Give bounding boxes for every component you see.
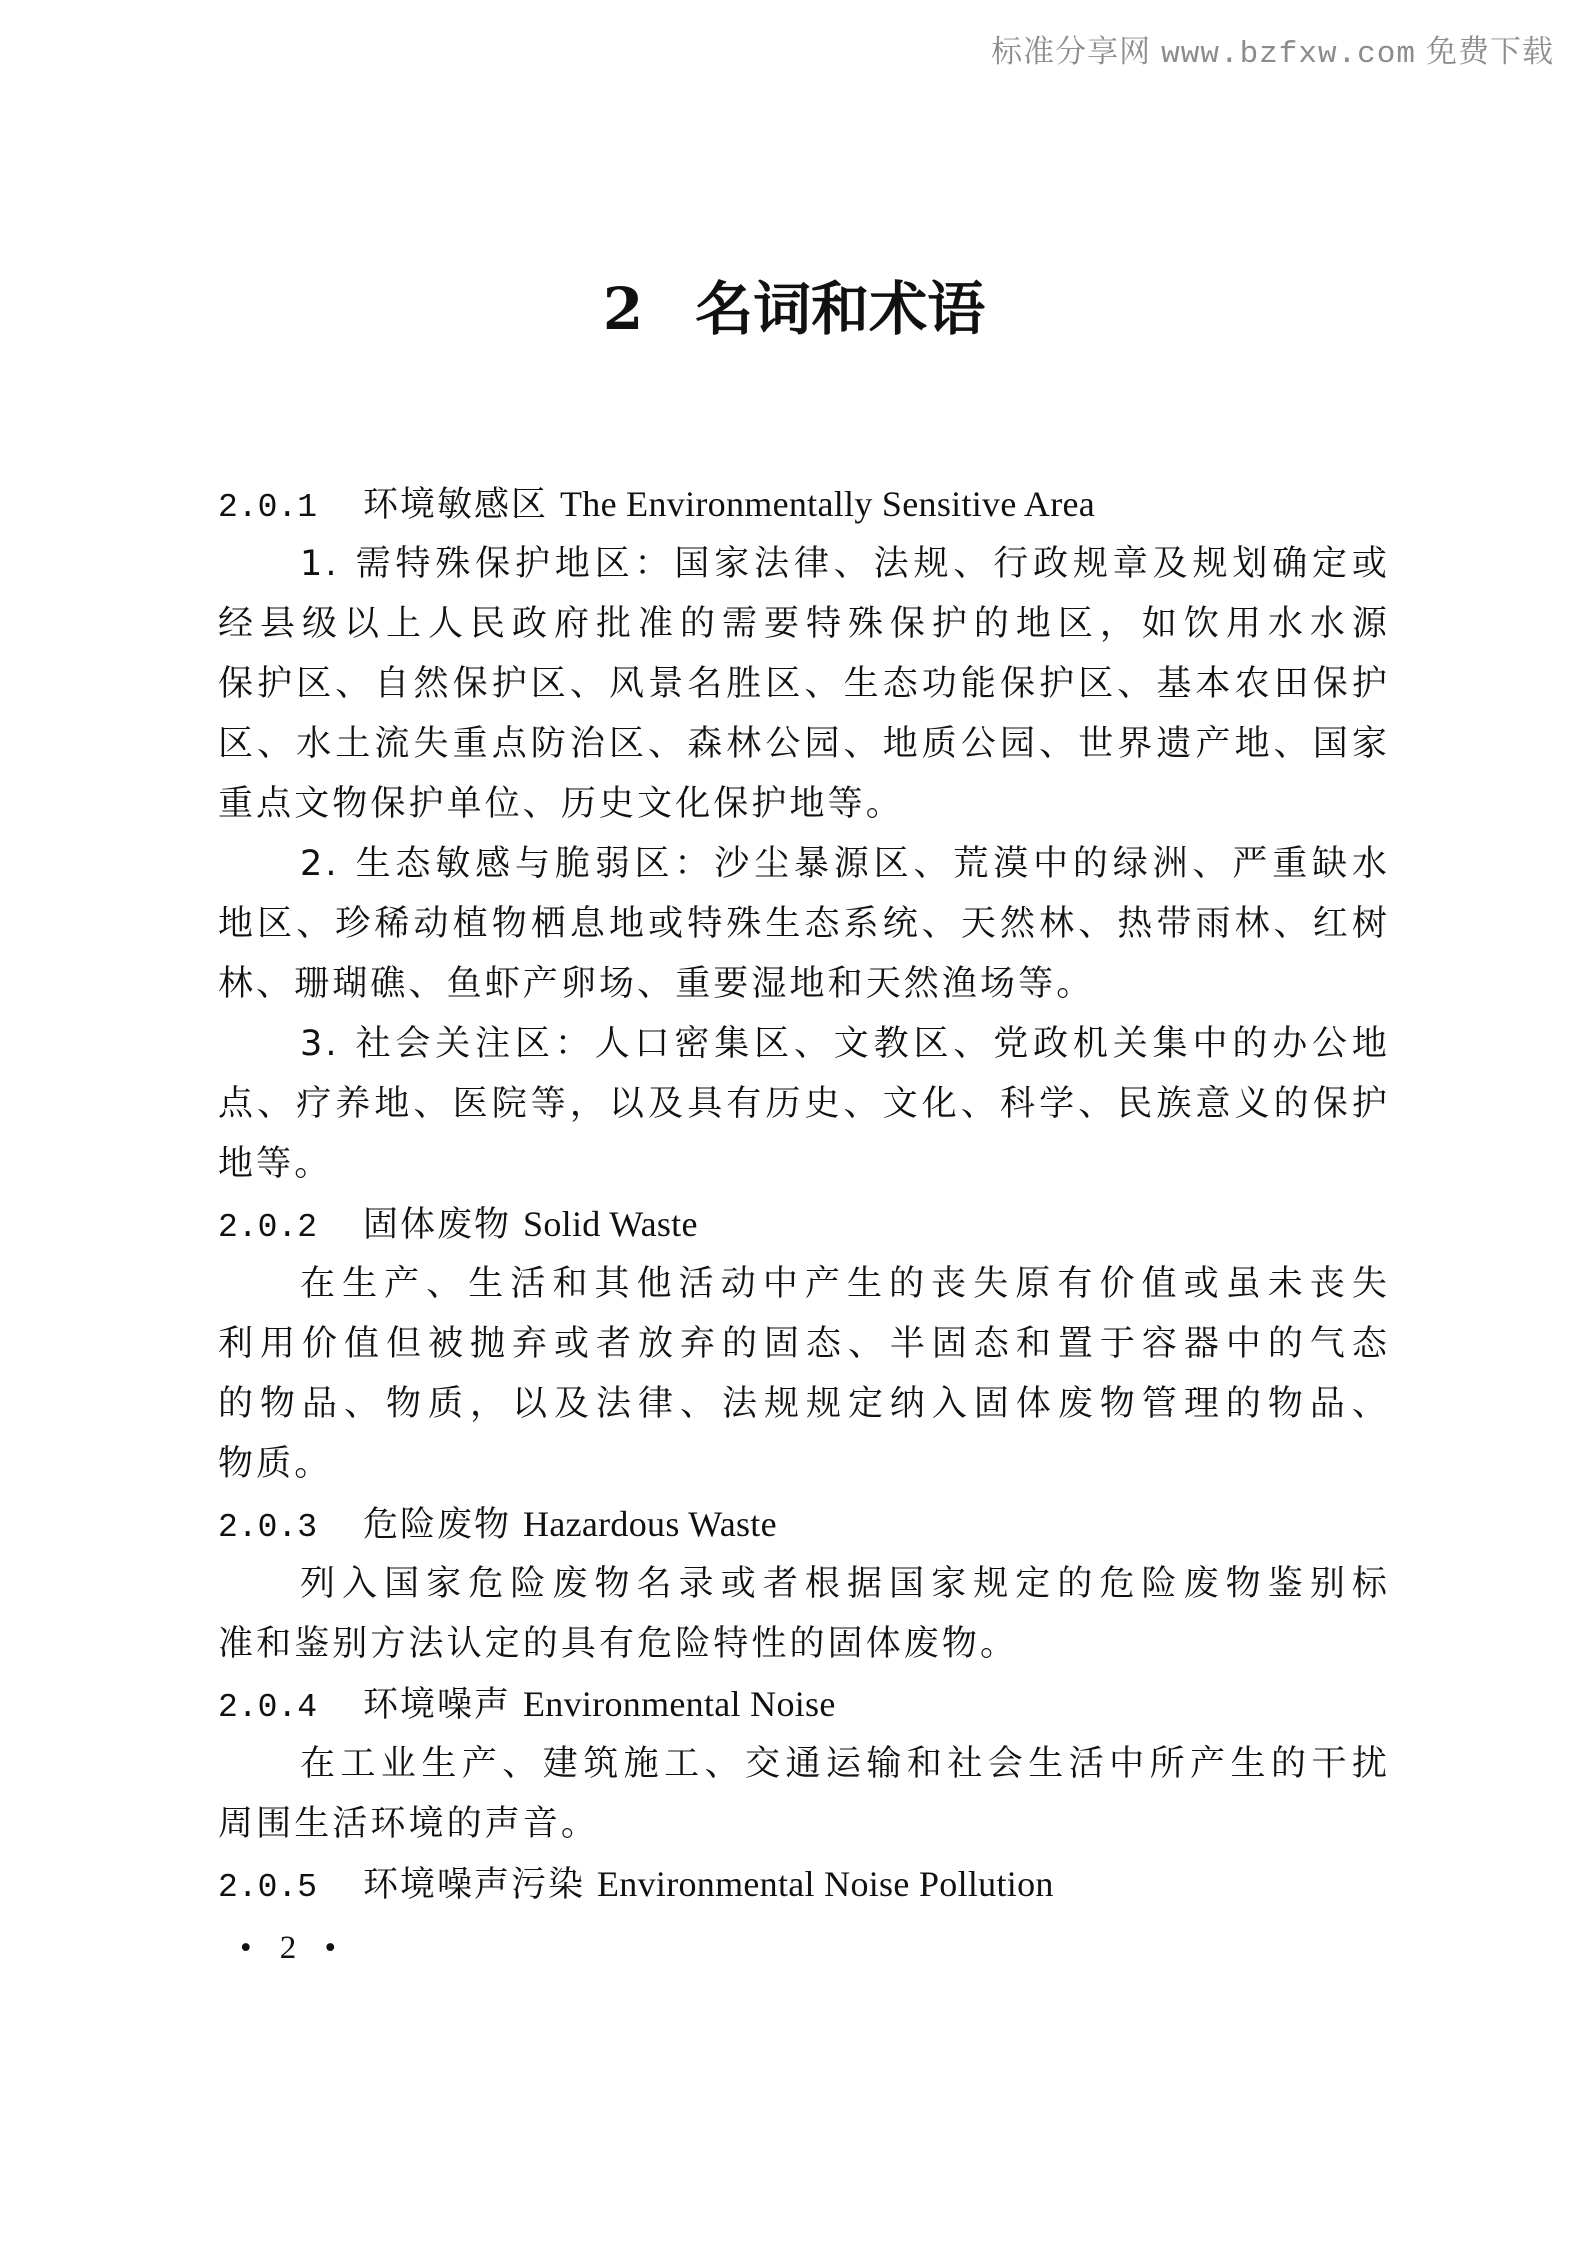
clause-term-en: Environmental Noise Pollution xyxy=(597,1864,1054,1904)
clause-term-cn: 危险废物 xyxy=(363,1505,512,1545)
clause-number: 2.0.3 xyxy=(218,1509,318,1546)
paragraph-line: 周围生活环境的声音。 xyxy=(218,1804,600,1844)
paragraph-line: 物质。 xyxy=(218,1444,333,1484)
clause-heading-2-0-2 xyxy=(218,1194,1390,1254)
paragraph-line: 在生产、生活和其他活动中产生的丧失原有价值或虽未丧失 xyxy=(300,1264,1390,1304)
paragraph-line: 列入国家危险废物名录或者根据国家规定的危险废物鉴别标 xyxy=(300,1564,1390,1604)
clause-term-en: Solid Waste xyxy=(523,1204,698,1244)
paragraph-line: 3. 社会关注区：人口密集区、文教区、党政机关集中的办公地 xyxy=(300,1024,1390,1064)
clause-heading-2-0-3 xyxy=(218,1494,1390,1554)
clause-heading-2-0-5 xyxy=(218,1854,1390,1914)
clause-term-en: The Environmentally Sensitive Area xyxy=(560,484,1096,524)
paragraph-line: 在工业生产、建筑施工、交通运输和社会生活中所产生的干扰 xyxy=(300,1744,1390,1784)
clause-heading-2-0-4 xyxy=(218,1674,1390,1734)
clause-term-cn: 环境噪声 xyxy=(363,1685,512,1725)
chapter-number: 2 xyxy=(602,275,644,343)
clause-term-en: Hazardous Waste xyxy=(523,1504,777,1544)
chapter-title-text: 名词和术语 xyxy=(695,275,986,343)
watermark xyxy=(991,26,1554,72)
clause-term-cn: 环境敏感区 xyxy=(363,485,549,525)
paragraph-line: 准和鉴别方法认定的具有危险特性的固体废物。 xyxy=(218,1624,1019,1664)
paragraph-line: 2. 生态敏感与脆弱区：沙尘暴源区、荒漠中的绿洲、严重缺水 xyxy=(300,844,1390,884)
chapter-title xyxy=(0,262,1588,346)
paragraph-line: 林、珊瑚礁、鱼虾产卵场、重要湿地和天然渔场等。 xyxy=(218,964,1095,1004)
watermark-url[interactable]: www.bzfxw.com xyxy=(1161,37,1416,72)
paragraph-line: 的物品、物质，以及法律、法规规定纳入固体废物管理的物品、 xyxy=(218,1384,1390,1424)
paragraph-line: 重点文物保护单位、历史文化保护地等。 xyxy=(218,784,904,824)
paragraph-line: 经县级以上人民政府批准的需要特殊保护的地区，如饮用水水源 xyxy=(218,604,1390,644)
paragraph-line: 区、水土流失重点防治区、森林公园、地质公园、世界遗产地、国家 xyxy=(218,724,1390,764)
clause-heading-2-0-1 xyxy=(218,474,1390,534)
paragraph-line: 保护区、自然保护区、风景名胜区、生态功能保护区、基本农田保护 xyxy=(218,664,1390,704)
clause-number: 2.0.5 xyxy=(218,1869,318,1906)
clause-number: 2.0.4 xyxy=(218,1689,318,1726)
watermark-site-name: 标准分享网 xyxy=(991,34,1152,70)
paragraph-line: 地等。 xyxy=(218,1144,333,1184)
paragraph-line: 地区、珍稀动植物栖息地或特殊生态系统、天然林、热带雨林、红树 xyxy=(218,904,1390,944)
clause-number: 2.0.1 xyxy=(218,489,318,526)
page-number: • 2 • xyxy=(240,1930,347,1966)
clause-term-cn: 固体废物 xyxy=(363,1205,512,1245)
clause-number: 2.0.2 xyxy=(218,1209,318,1246)
paragraph-line: 点、疗养地、医院等，以及具有历史、文化、科学、民族意义的保护 xyxy=(218,1084,1390,1124)
paragraph-line: 1. 需特殊保护地区：国家法律、法规、行政规章及规划确定或 xyxy=(300,544,1390,584)
paragraph-line: 利用价值但被抛弃或者放弃的固态、半固态和置于容器中的气态 xyxy=(218,1324,1390,1364)
clause-term-en: Environmental Noise xyxy=(523,1684,836,1724)
clause-term-cn: 环境噪声污染 xyxy=(363,1865,586,1905)
watermark-free-download: 免费下载 xyxy=(1426,34,1554,70)
